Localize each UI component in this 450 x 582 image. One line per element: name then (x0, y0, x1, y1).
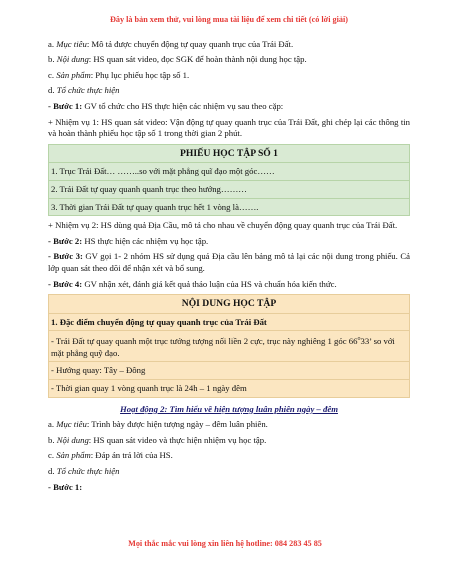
learning-content-box (48, 294, 410, 397)
learning-content-row: - Trái Đất tự quay quanh một trục tưởng tượng nối liền 2 cực, trục này nghiêng 1 góc 66$^o$33’ so với mặt phẳng quỹ đạo. (49, 331, 409, 362)
step1-line: - Bước 1: GV tổ chức cho HS thực hiện các nhiệm vụ sau theo cặp: (48, 100, 284, 111)
objective-line: a. Mục tiêu: Mô tả được chuyển động tự quay quanh trục của Trái Đất. (48, 38, 294, 49)
activity2-title: Hoạt động 2: Tìm hiểu về hiện tượng luân phiên ngày – đêm (120, 403, 338, 414)
content-line: b. Nội dung: HS quan sát video, đọc SGK để hoàn thành nội dung học tập. (48, 54, 307, 65)
activity2-step1: - Bước 1: (48, 481, 83, 492)
hotline-footer: Mọi thắc mắc vui lòng xin liên hệ hotline: 084 283 45 85 (128, 539, 322, 548)
activity2-organize: d. Tổ chức thực hiện (48, 465, 120, 476)
worksheet-title: PHIẾU HỌC TẬP SỐ 1 (49, 145, 409, 164)
worksheet-row: 2. Trái Đất tự quay quanh quanh trục theo hướng……… (49, 181, 409, 199)
activity2-objective: a. Mục tiêu: Trình bày được hiện tượng ngày – đêm luân phiên. (48, 419, 268, 430)
document-page (48, 14, 410, 497)
learning-content-row: - Hướng quay: Tây – Đông (49, 362, 409, 380)
worksheet-row: 3. Thời gian Trái Đất tự quay quanh trục hết 1 vòng là……. (51, 201, 259, 212)
product-line: c. Sản phẩm: Phụ lục phiếu học tập số 1. (48, 69, 190, 80)
learning-content-title: NỘI DUNG HỌC TẬP (49, 295, 409, 314)
preview-banner: Đây là bản xem thử, vui lòng mua tài liệu để xem chi tiết (có lời giải) (109, 15, 348, 24)
task2-line: + Nhiệm vụ 2: HS dùng quả Địa Cầu, mô tả cho nhau về chuyển động quay quanh trục của Trái Đất. (48, 220, 398, 231)
worksheet-box (48, 144, 410, 216)
step2-line: - Bước 2: HS thực hiện các nhiệm vụ học tập. (48, 235, 209, 246)
organize-line: d. Tổ chức thực hiện (48, 85, 120, 96)
activity2-content: b. Nội dung: HS quan sát video và thực hiện nhiệm vụ học tập. (48, 434, 267, 445)
worksheet-row: 1. Trục Trái Đất… ……..so với mặt phẳng quĩ đạo một góc…… (49, 163, 409, 181)
learning-content-heading: 1. Đặc điểm chuyển động tự quay quanh trục của Trái Đất (49, 314, 409, 332)
activity2-product: c. Sản phẩm: Đáp án trả lời của HS. (48, 450, 173, 461)
learning-content-row: - Thời gian quay 1 vòng quanh trục là 24h – 1 ngày đêm (51, 382, 247, 393)
step3-line: - Bước 3: GV gọi 1- 2 nhóm HS sử dụng quả Địa cầu lên bảng mô tả lại các nội dung trong phiếu. Cả lớp quan sát theo dõi để nhận xét và bổ sung. (48, 251, 410, 273)
task1-line: + Nhiệm vụ 1: HS quan sát video: Vận động tự quay quanh trục của Trái Đất, ghi chép lại các thông tin và hoàn thành phiếu học tập số 1 trong thời gian 2 phút. (48, 116, 410, 139)
step4-line: - Bước 4: GV nhận xét, đánh giá kết quả thảo luận của HS và chuẩn hóa kiến thức. (48, 278, 337, 289)
